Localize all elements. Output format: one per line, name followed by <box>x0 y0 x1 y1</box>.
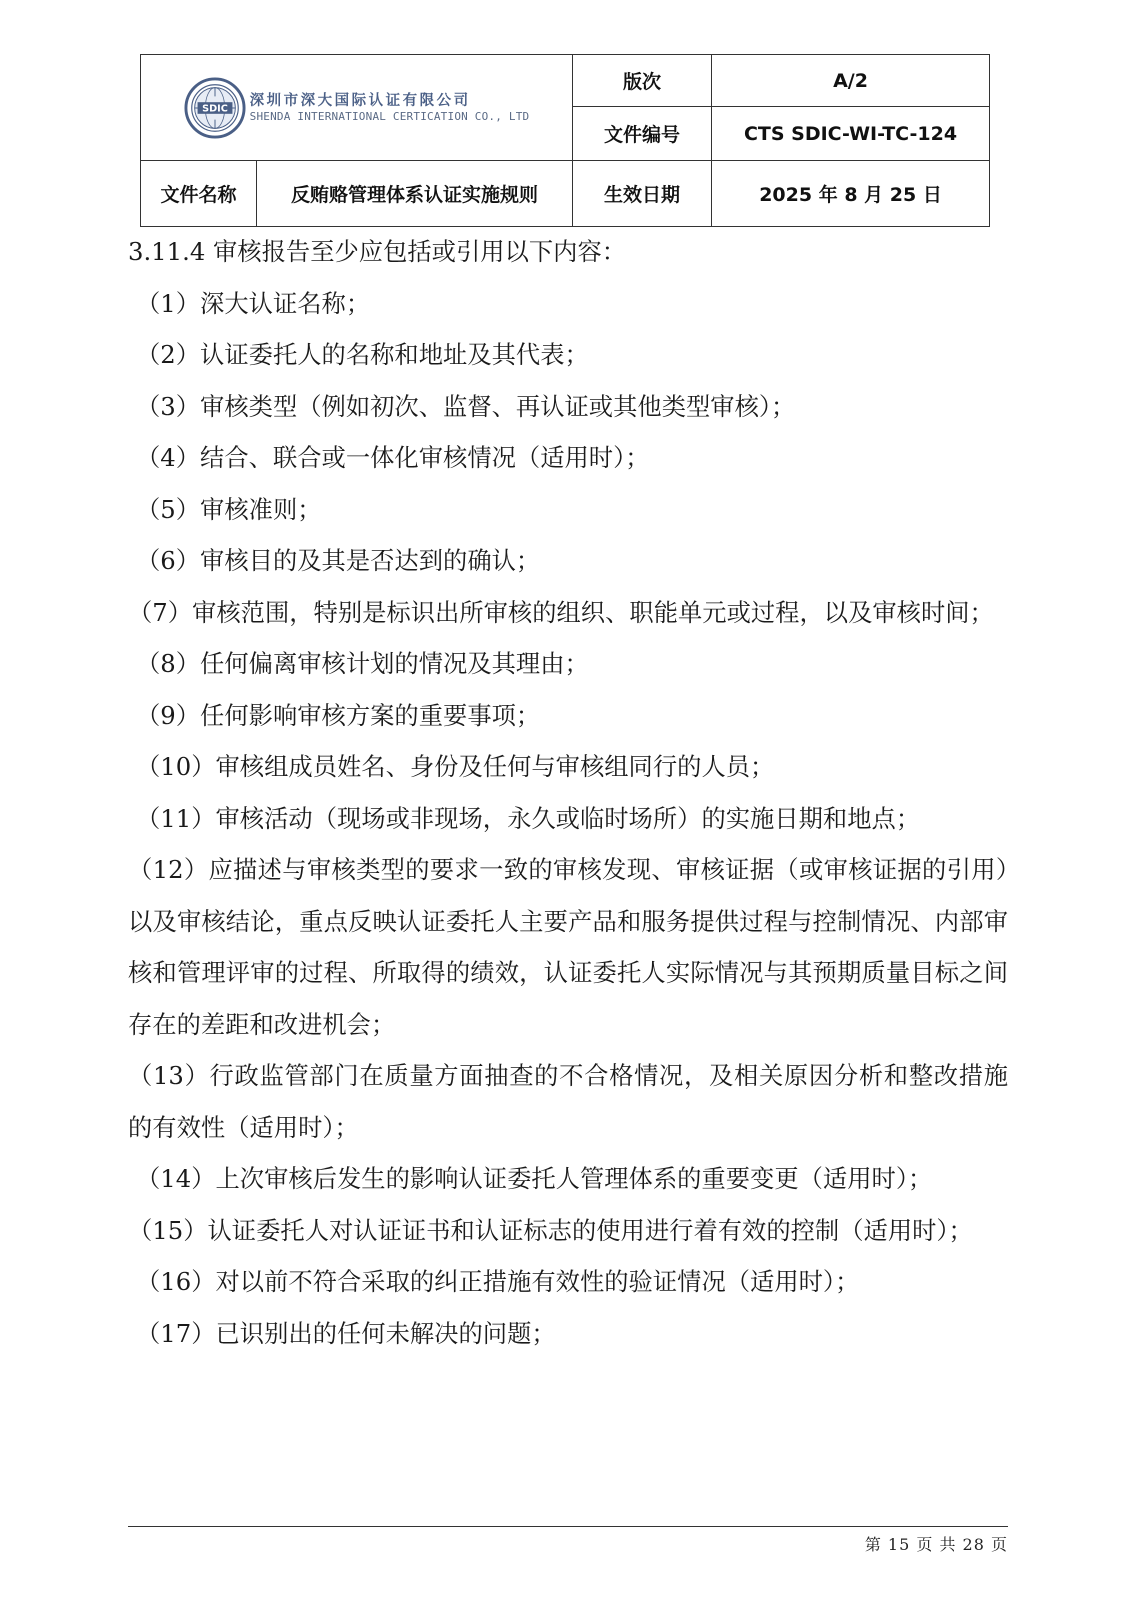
list-item: （10）审核组成员姓名、身份及任何与审核组同行的人员； <box>136 752 775 781</box>
effective-date-value: 2025 年 8 月 25 日 <box>712 161 990 227</box>
company-seal-icon <box>184 77 246 139</box>
list-item: （11）审核活动（现场或非现场，永久或临时场所）的实施日期和地点； <box>136 803 921 833</box>
list-item: （13）行政监管部门在质量方面抽查的不合格情况，及相关原因分析和整改措施的有效性（适用时）； <box>128 1061 1008 1142</box>
list-item: （4）结合、联合或一体化审核情况（适用时）； <box>136 443 650 472</box>
list-item: （3）审核类型（例如初次、监督、再认证或其他类型审核）； <box>136 391 796 421</box>
list-item: （2）认证委托人的名称和地址及其代表； <box>136 340 589 369</box>
effective-date-label: 生效日期 <box>573 161 712 227</box>
doc-number-value: CTS SDIC-WI-TC-124 <box>712 107 990 161</box>
list-item: （17）已识别出的任何未解决的问题； <box>136 1318 556 1348</box>
version-label: 版次 <box>573 55 712 107</box>
company-logo-cell <box>141 55 573 161</box>
company-name-en: SHENDA INTERNATIONAL CERTICATION CO., LTD <box>249 109 530 123</box>
list-item: （6）审核目的及其是否达到的确认； <box>136 546 541 575</box>
company-name-cn: 深圳市深大国际认证有限公司 <box>249 92 471 109</box>
doc-name-value: 反贿赂管理体系认证实施规则 <box>257 161 573 227</box>
list-item: （7）审核范围，特别是标识出所审核的组织、职能单元或过程，以及审核时间； <box>128 597 994 627</box>
list-item: （14）上次审核后发生的影响认证委托人管理体系的重要变更（适用时）； <box>136 1164 933 1193</box>
company-logo <box>141 55 572 160</box>
list-item: （5）审核准则； <box>136 494 322 524</box>
version-value: A/2 <box>712 55 990 107</box>
doc-name-label: 文件名称 <box>141 161 257 227</box>
list-item: （1）深大认证名称； <box>136 288 371 318</box>
list-item: （8）任何偏离审核计划的情况及其理由； <box>136 649 589 678</box>
doc-number-label: 文件编号 <box>573 107 712 161</box>
svg-text:SDIC: SDIC <box>201 102 228 114</box>
section-heading: 3.11.4 审核报告至少应包括或引用以下内容： <box>128 237 627 266</box>
document-header-table <box>140 54 990 227</box>
page-number: 第 15 页 共 28 页 <box>864 1535 1008 1554</box>
list-item: （12）应描述与审核类型的要求一致的审核发现、审核证据（或审核证据的引用）以及审核结论，重点反映认证委托人主要产品和服务提供过程与控制情况、内部审核和管理评审的过程、所取得的绩效，认证委托人实际情况与其预期质量目标之间存在的差距和改进机会； <box>128 855 1008 1039</box>
footer-divider <box>128 1526 1008 1527</box>
list-item: （16）对以前不符合采取的纠正措施有效性的验证情况（适用时）； <box>136 1267 860 1296</box>
list-item: （9）任何影响审核方案的重要事项； <box>136 700 541 730</box>
document-body <box>128 226 1008 1359</box>
list-item: （15）认证委托人对认证证书和认证标志的使用进行着有效的控制（适用时）； <box>128 1215 973 1245</box>
